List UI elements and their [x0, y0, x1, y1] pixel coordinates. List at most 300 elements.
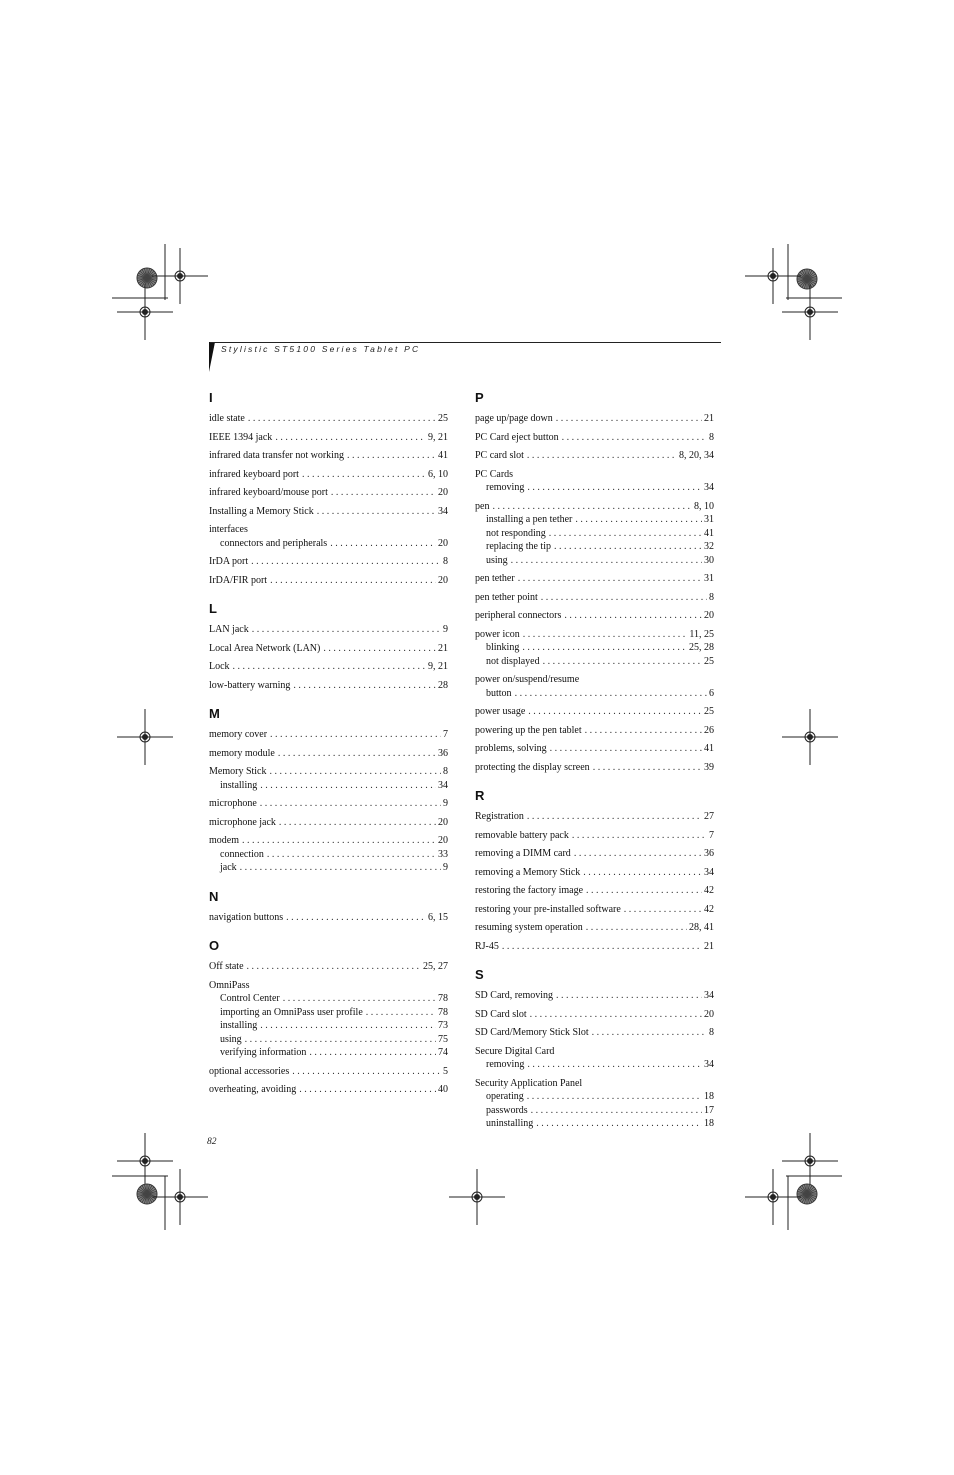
dot-leader [330, 537, 436, 551]
entry-term: infrared data transfer not working [209, 450, 344, 461]
entry-term: problems, solving [475, 743, 547, 754]
index-entry-line [475, 431, 714, 445]
entry-term: SD Card/Memory Stick Slot [475, 1027, 589, 1038]
index-entry-line [209, 765, 448, 779]
entry-term: infrared keyboard/mouse port [209, 487, 328, 498]
dot-leader [549, 527, 702, 541]
entry-term: RJ-45 [475, 940, 499, 952]
entry-pages: 6, 15 [428, 911, 448, 923]
entry-pages: 34 [438, 505, 448, 517]
entry-pages: 8, 20, 34 [679, 450, 714, 461]
dot-leader [530, 1008, 702, 1022]
index-entry [209, 1083, 448, 1097]
index-entry [209, 412, 448, 426]
index-entry-line [475, 500, 714, 514]
dot-leader [292, 1065, 441, 1079]
index-subentry [475, 1117, 714, 1131]
index-subentry [209, 992, 448, 1006]
dot-leader [523, 628, 688, 642]
entry-term: importing an OmniPass user profile [220, 1006, 363, 1018]
dot-leader [302, 468, 426, 482]
entry-pages: 9 [443, 798, 448, 809]
dot-leader [247, 960, 421, 974]
dot-leader [527, 1058, 702, 1072]
entry-term: using [486, 554, 508, 566]
index-column-left [209, 390, 448, 1111]
index-subentry [475, 641, 714, 655]
entry-pages: 20 [438, 537, 448, 549]
index-subentry [209, 1019, 448, 1033]
dot-leader [562, 431, 707, 445]
index-subentry [209, 537, 448, 551]
entry-pages: 28, 41 [689, 922, 714, 933]
entry-pages: 7 [709, 829, 714, 841]
index-entry-line [475, 847, 714, 861]
index-entry-line [209, 412, 448, 426]
dot-leader [541, 591, 707, 605]
dot-leader [331, 486, 436, 500]
crop-mark [143, 310, 148, 315]
index-entry-line [209, 1065, 448, 1079]
entry-term: verifying information [220, 1047, 307, 1058]
dot-leader [283, 992, 436, 1006]
index-subentry [209, 861, 448, 875]
entry-pages: 8, 10 [694, 500, 714, 512]
entry-pages: 9 [443, 862, 448, 873]
index-entry-line [209, 449, 448, 463]
index-entry [475, 591, 714, 605]
entry-term: interfaces [209, 524, 248, 535]
entry-pages: 25 [438, 413, 448, 424]
index-entry-line [209, 468, 448, 482]
entry-term: low-battery warning [209, 679, 291, 691]
entry-pages: 34 [704, 482, 714, 493]
section-letter: M [209, 706, 220, 721]
dot-leader [527, 1090, 702, 1104]
index-section-p [475, 390, 714, 774]
entry-term: pen [475, 500, 490, 512]
index-entry-line [209, 816, 448, 830]
dot-leader [572, 829, 707, 843]
dot-leader [278, 747, 436, 761]
section-letter: L [209, 601, 217, 616]
entry-term: operating [486, 1091, 524, 1102]
entry-term: OmniPass [209, 979, 250, 991]
dot-leader [543, 655, 702, 669]
entry-pages: 31 [704, 514, 714, 525]
index-entry [209, 468, 448, 482]
index-entry [475, 742, 714, 756]
index-entry-line [475, 591, 714, 605]
entry-pages: 7 [443, 729, 448, 740]
entry-term: PC Card eject button [475, 431, 559, 443]
index-entry-line [209, 574, 448, 588]
entry-pages: 36 [438, 747, 448, 759]
dot-leader [575, 513, 702, 527]
entry-term: blinking [486, 642, 520, 653]
entry-pages: 30 [704, 554, 714, 566]
entry-term: connectors and peripherals [220, 537, 328, 549]
dot-leader [550, 742, 702, 756]
entry-term: pen tether point [475, 591, 538, 603]
index-entry-line [475, 724, 714, 738]
index-subentry [475, 554, 714, 568]
dot-leader [309, 1046, 436, 1060]
entry-pages: 78 [438, 993, 448, 1004]
entry-pages: 36 [704, 848, 714, 859]
index-entry [475, 940, 714, 954]
entry-pages: 75 [438, 1033, 448, 1045]
entry-pages: 39 [704, 761, 714, 773]
dot-leader [502, 940, 702, 954]
dot-leader [267, 848, 436, 862]
entry-term: page up/page down [475, 413, 553, 424]
entry-pages: 41 [438, 450, 448, 461]
index-subentry [209, 1006, 448, 1020]
index-section-l [209, 601, 448, 692]
entry-pages: 8 [709, 591, 714, 603]
dot-leader [522, 641, 687, 655]
entry-term: removing [486, 1059, 525, 1070]
index-entry-line [209, 1083, 448, 1097]
dot-leader [252, 623, 441, 637]
dot-leader [585, 724, 702, 738]
index-entry [209, 449, 448, 463]
entry-term: Secure Digital Card [475, 1045, 555, 1057]
dot-leader [299, 1083, 436, 1097]
entry-term: Registration [475, 811, 524, 822]
dot-leader [245, 1033, 436, 1047]
index-section-s [475, 967, 714, 1131]
index-entry [475, 989, 714, 1003]
entry-pages: 20 [438, 835, 448, 846]
dot-leader [556, 412, 702, 426]
index-section-r [475, 788, 714, 953]
dot-leader [270, 765, 442, 779]
entry-pages: 21 [438, 642, 448, 654]
section-letter: R [475, 788, 485, 803]
index-entry [209, 747, 448, 761]
entry-term: removable battery pack [475, 829, 569, 841]
index-entry [475, 1008, 714, 1022]
index-entry [475, 1077, 714, 1131]
dot-leader [586, 884, 702, 898]
index-entry [209, 486, 448, 500]
dot-leader [293, 679, 436, 693]
index-entry [209, 728, 448, 742]
index-entry [209, 960, 448, 974]
entry-pages: 21 [704, 940, 714, 952]
entry-term: resuming system operation [475, 922, 583, 933]
index-entry-line [209, 834, 448, 848]
index-entry-line [209, 486, 448, 500]
entry-term: IrDA port [209, 556, 249, 567]
index-entry [475, 810, 714, 824]
entry-term: restoring the factory image [475, 885, 584, 896]
index-entry-line [475, 1008, 714, 1022]
index-entry-line [209, 728, 448, 742]
index-entry [209, 505, 448, 519]
index-subentry [209, 1033, 448, 1047]
index-entry-line [475, 940, 714, 954]
index-subentry [475, 527, 714, 541]
index-subentry [475, 687, 714, 701]
dot-leader [624, 903, 702, 917]
entry-pages: 20 [438, 487, 448, 498]
index-entry-line [475, 989, 714, 1003]
index-entry-line [209, 623, 448, 637]
index-column-right [475, 390, 714, 1145]
dot-leader [527, 481, 702, 495]
dot-leader [527, 810, 702, 824]
entry-pages: 31 [704, 573, 714, 584]
index-entry-line [209, 505, 448, 519]
entry-pages: 25, 28 [689, 642, 714, 653]
index-entry-line [475, 866, 714, 880]
dot-leader [240, 861, 441, 875]
crop-mark [143, 735, 148, 740]
entry-term: Lock [209, 661, 230, 672]
index-entry-line [209, 911, 448, 925]
entry-pages: 34 [438, 779, 448, 791]
entry-term: Control Center [220, 993, 280, 1004]
entry-pages: 20 [704, 610, 714, 621]
entry-pages: 8 [709, 1027, 714, 1038]
index-entry [209, 834, 448, 875]
dot-leader [242, 834, 436, 848]
entry-term: microphone jack [209, 816, 276, 828]
dot-leader [554, 540, 702, 554]
section-letter: P [475, 390, 484, 405]
index-entry [475, 921, 714, 935]
header-rule [210, 342, 721, 343]
section-letter: O [209, 938, 220, 953]
index-entry-line [475, 903, 714, 917]
dot-leader [251, 555, 441, 569]
index-entry [209, 979, 448, 1060]
index-subentry [475, 513, 714, 527]
dot-leader [248, 412, 436, 426]
crop-mark [771, 1195, 776, 1200]
index-entry [209, 574, 448, 588]
page-number: 82 [207, 1137, 217, 1147]
entry-pages: 42 [704, 903, 714, 915]
index-entry [209, 623, 448, 637]
index-entry-line [209, 431, 448, 445]
index-entry [209, 797, 448, 811]
section-letter: N [209, 888, 219, 904]
entry-term: removing a DIMM card [475, 848, 571, 859]
index-entry [475, 847, 714, 861]
entry-pages: 26 [704, 724, 714, 736]
entry-pages: 8 [443, 766, 448, 777]
index-entry-line [209, 679, 448, 693]
entry-term: PC Cards [475, 468, 514, 480]
index-entry-line [209, 960, 448, 974]
index-section-m [209, 706, 448, 875]
entry-pages: 21 [704, 413, 714, 424]
dot-leader [233, 660, 426, 674]
index-subentry [209, 779, 448, 793]
header-tab [209, 342, 215, 372]
entry-pages: 18 [704, 1118, 714, 1129]
section-letter: S [475, 967, 484, 982]
entry-term: Security Application Panel [475, 1077, 583, 1089]
entry-pages: 18 [704, 1091, 714, 1102]
entry-pages: 33 [438, 848, 448, 860]
entry-term: power on/suspend/resume [475, 674, 580, 685]
index-entry [209, 642, 448, 656]
dot-leader [583, 866, 702, 880]
index-entry [475, 572, 714, 586]
running-title: Stylistic ST5100 Series Tablet PC [221, 344, 421, 354]
index-section-i [209, 390, 448, 587]
dot-leader [518, 572, 702, 586]
dot-leader [515, 687, 707, 701]
index-entry [209, 911, 448, 925]
index-entry-line [209, 642, 448, 656]
section-letter: I [209, 390, 213, 405]
crop-mark [808, 1159, 813, 1164]
index-entry-line [209, 747, 448, 761]
index-entry-line [475, 449, 714, 463]
entry-pages: 9, 21 [428, 431, 448, 443]
dot-leader [260, 779, 436, 793]
index-entry-line [475, 412, 714, 426]
dot-leader [593, 761, 702, 775]
index-entry [475, 500, 714, 568]
entry-term: Off state [209, 961, 244, 972]
entry-term: power usage [475, 706, 526, 717]
entry-term: uninstalling [486, 1118, 534, 1129]
entry-term: pen tether [475, 573, 515, 584]
entry-term: microphone [209, 798, 257, 809]
crop-mark [178, 274, 183, 279]
entry-pages: 28 [438, 679, 448, 691]
index-entry [209, 816, 448, 830]
index-entry [475, 1045, 714, 1072]
entry-term: infrared keyboard port [209, 468, 299, 480]
entry-pages: 32 [704, 541, 714, 552]
entry-pages: 17 [704, 1104, 714, 1116]
entry-pages: 78 [438, 1006, 448, 1018]
index-subentry [475, 1090, 714, 1104]
dot-leader [260, 797, 441, 811]
entry-term: Installing a Memory Stick [209, 505, 314, 517]
index-subentry [475, 655, 714, 669]
crop-mark [143, 1159, 148, 1164]
dot-leader [270, 574, 436, 588]
index-section-n [209, 889, 448, 925]
entry-term: idle state [209, 413, 245, 424]
entry-term: not displayed [486, 655, 540, 667]
index-entry [475, 1026, 714, 1040]
entry-pages: 42 [704, 885, 714, 896]
entry-term: overheating, avoiding [209, 1084, 297, 1095]
entry-term: power icon [475, 628, 520, 640]
index-entry-line [475, 609, 714, 623]
dot-leader [323, 642, 436, 656]
dot-leader [366, 1006, 436, 1020]
entry-term: peripheral connectors [475, 610, 562, 621]
dot-leader [586, 921, 687, 935]
entry-pages: 73 [438, 1020, 448, 1031]
index-entry [475, 884, 714, 898]
entry-pages: 20 [438, 816, 448, 828]
index-entry [475, 903, 714, 917]
entry-term: SD Card, removing [475, 990, 554, 1001]
entry-term: replacing the tip [486, 541, 551, 552]
index-entry [209, 765, 448, 792]
index-entry [475, 705, 714, 719]
index-entry-line [475, 829, 714, 843]
index-entry [209, 555, 448, 569]
index-entry-line [475, 810, 714, 824]
crop-mark [808, 310, 813, 315]
entry-pages: 41 [704, 527, 714, 539]
entry-term: jack [220, 862, 237, 873]
index-subentry [209, 1046, 448, 1060]
index-entry [475, 673, 714, 700]
dot-leader [564, 609, 702, 623]
dot-leader [286, 911, 426, 925]
entry-term: LAN jack [209, 624, 249, 635]
entry-pages: 20 [438, 574, 448, 586]
index-subentry [475, 1104, 714, 1118]
index-entry [209, 523, 448, 550]
entry-pages: 9, 21 [428, 661, 448, 672]
index-entry-line [475, 761, 714, 775]
crop-mark [771, 274, 776, 279]
dot-leader [556, 989, 702, 1003]
entry-term: IEEE 1394 jack [209, 431, 273, 443]
entry-pages: 74 [438, 1047, 448, 1058]
dot-leader [536, 1117, 702, 1131]
index-entry [475, 628, 714, 669]
dot-leader [592, 1026, 707, 1040]
dot-leader [492, 500, 692, 514]
index-entry [209, 660, 448, 674]
index-subentry [209, 848, 448, 862]
entry-pages: 8 [443, 556, 448, 567]
entry-term: installing [220, 779, 258, 791]
entry-pages: 25 [704, 655, 714, 667]
dot-leader [279, 816, 436, 830]
entry-term: installing [220, 1020, 258, 1031]
entry-term: modem [209, 835, 239, 846]
entry-term: IrDA/FIR port [209, 574, 268, 586]
dot-leader [260, 1019, 436, 1033]
entry-term: protecting the display screen [475, 761, 590, 773]
index-entry-line [209, 660, 448, 674]
dot-leader [511, 554, 702, 568]
index-entry [475, 609, 714, 623]
dot-leader [531, 1104, 702, 1118]
entry-term: Memory Stick [209, 766, 267, 777]
index-entry [475, 431, 714, 445]
dot-leader [574, 847, 702, 861]
entry-term: PC card slot [475, 450, 524, 461]
entry-pages: 41 [704, 743, 714, 754]
entry-pages: 5 [443, 1065, 448, 1077]
entry-pages: 40 [438, 1084, 448, 1095]
index-subentry [475, 1058, 714, 1072]
entry-term: using [220, 1033, 242, 1045]
entry-term: SD Card slot [475, 1008, 527, 1020]
index-entry-line [475, 572, 714, 586]
entry-term: button [486, 687, 512, 699]
entry-pages: 34 [704, 866, 714, 878]
